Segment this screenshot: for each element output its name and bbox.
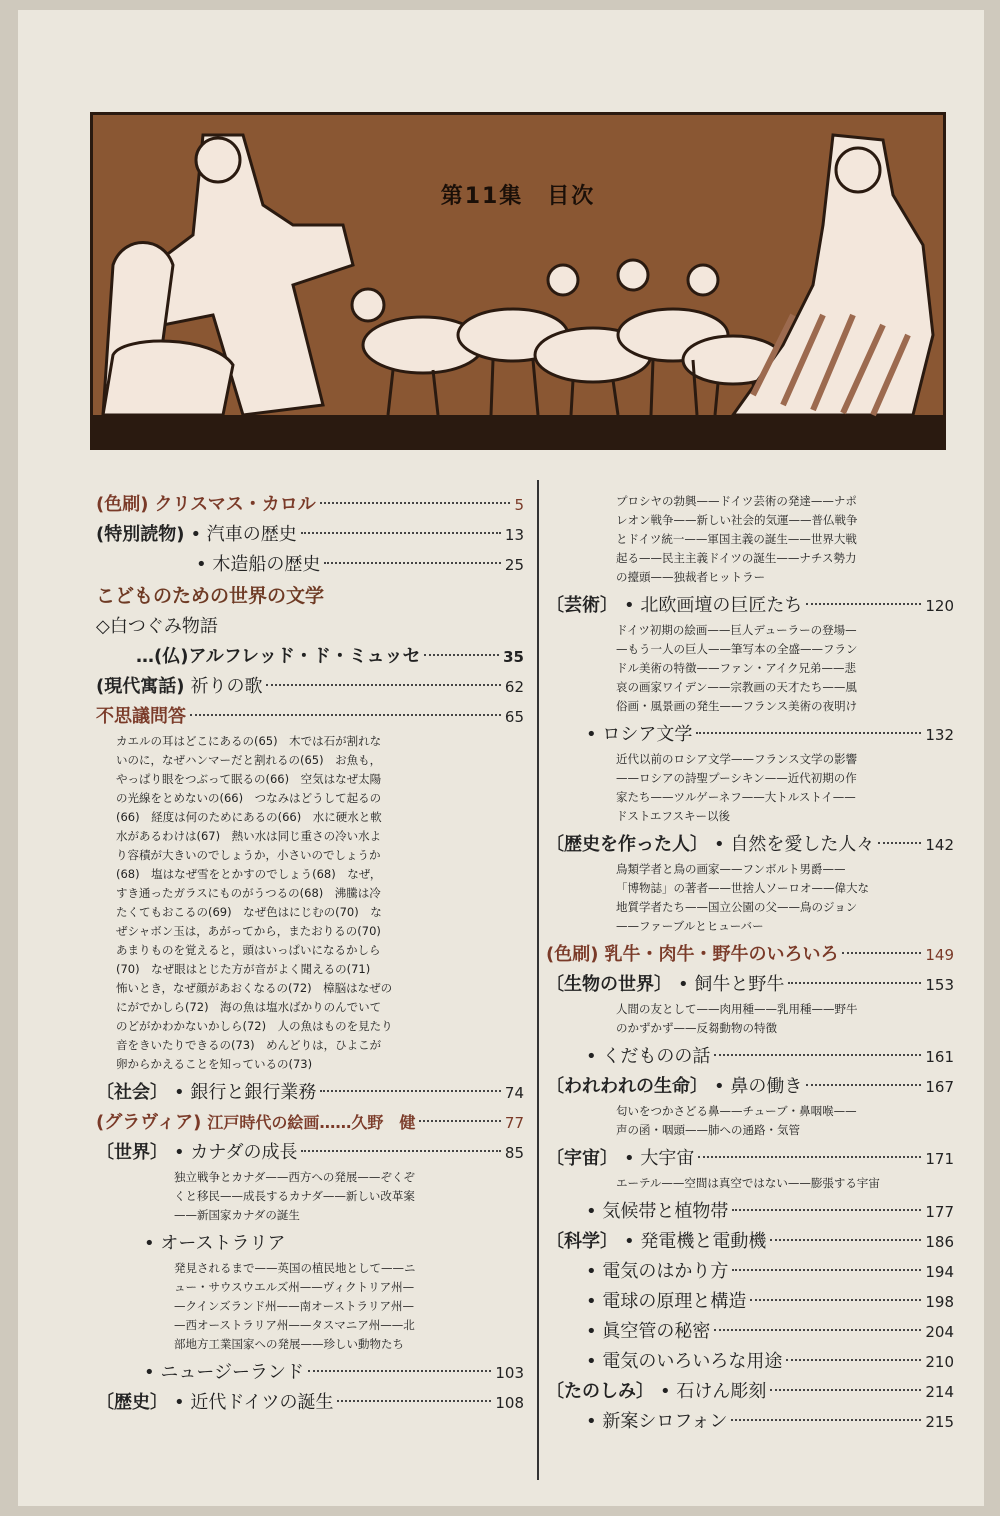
sublist-line: ——新国家カナダの誕生 — [174, 1208, 300, 1222]
toc-title: • 発電機と電動機 — [624, 1231, 767, 1252]
leader-dots — [878, 842, 921, 844]
toc-page: 149 — [925, 946, 954, 964]
sublist-line: ドストエフスキー以後 — [616, 809, 730, 823]
section-heading: こどものための世界の文学 — [96, 585, 325, 607]
sublist-line: やっぱり眼をつぶって眠るの(66) 空気はなぜ太陽 — [116, 772, 382, 786]
leader-dots — [324, 562, 501, 564]
toc-entry[interactable]: • オーストラリア — [144, 1233, 286, 1254]
leader-dots — [714, 1054, 921, 1056]
toc-title: • くだものの話 — [586, 1046, 711, 1067]
toc-page: 132 — [925, 726, 954, 744]
toc-tag: 〔科学〕 — [546, 1231, 618, 1252]
toc-sublist — [546, 750, 954, 826]
sublist-line: の擡頭——独裁者ヒットラー — [616, 570, 766, 584]
toc-page: 215 — [925, 1413, 954, 1431]
toc-tag: 〔歴史を作った人〕 — [546, 834, 708, 855]
leader-dots — [806, 603, 921, 605]
toc-entry[interactable] — [96, 1078, 524, 1108]
toc-entry[interactable] — [546, 1227, 954, 1257]
toc-tag: (現代寓話) — [96, 676, 185, 697]
sublist-line: プロシヤの勃興——ドイツ芸術の発達——ナポ — [616, 494, 857, 508]
sublist-line: すき通ったガラスにものがうつるの(68) 沸騰は冷 — [116, 886, 381, 900]
toc-sublist — [546, 860, 954, 936]
toc-tag: 〔たのしみ〕 — [546, 1381, 654, 1402]
leader-dots — [770, 1389, 921, 1391]
toc-entry[interactable] — [546, 720, 954, 750]
leader-dots — [731, 1419, 921, 1421]
sublist-line: カエルの耳はどこにあるの(65) 木では石が割れな — [116, 734, 382, 748]
sublist-line: ドル美術の特徴——ファン・アイク兄弟——悲 — [616, 661, 857, 675]
leader-dots — [696, 732, 921, 734]
toc-sublist — [546, 1174, 954, 1193]
toc-page: 142 — [925, 836, 954, 854]
toc-sublist — [546, 492, 954, 587]
sublist-line: り容積が大きいのでしょうか，小さいのでしょうか — [116, 848, 381, 862]
toc-title: • 汽車の歴史 — [190, 524, 297, 545]
toc-page: 85 — [504, 1144, 524, 1162]
sublist-line: 水があるわけは(67) 熱い水は同じ重さの冷い水よ — [116, 829, 382, 843]
toc-title: クリスマス・カロル — [154, 494, 316, 515]
sublist-line: 卵からかえることを知っているの(73) — [116, 1057, 313, 1071]
sublist-line: の光線をとめないの(66) つなみはどうして起るの — [116, 791, 382, 805]
page-title: 第11集 目次 — [440, 184, 596, 209]
shepherd-illustration — [93, 115, 943, 447]
toc-title: • 木造船の歴史 — [196, 554, 321, 575]
sublist-line: たくてもおこるの(69) なぜ色はにじむの(70) な — [116, 905, 382, 919]
toc-page: 35 — [503, 648, 524, 666]
toc-title: • ロシア文学 — [586, 724, 693, 745]
toc-tag: 〔歴史〕 — [96, 1392, 168, 1413]
toc-sublist — [96, 1168, 524, 1225]
toc-page: 210 — [925, 1353, 954, 1371]
toc-title: • 近代ドイツの誕生 — [174, 1392, 334, 1413]
toc-page: 103 — [495, 1364, 524, 1382]
toc-tag: (グラヴィア) — [96, 1112, 202, 1133]
toc-entry[interactable] — [546, 1347, 954, 1377]
leader-dots — [308, 1370, 491, 1372]
toc-page: 194 — [925, 1263, 954, 1281]
leader-dots — [190, 714, 501, 716]
toc-title: …(仏)アルフレッド・ド・ミュッセ — [136, 646, 421, 667]
sublist-line: のどがかわかないかしら(72) 人の魚はものを見たり — [116, 1019, 393, 1033]
leader-dots — [419, 1120, 501, 1122]
sublist-line: 鳥類学者と鳥の画家——フンボルト男爵—— — [616, 862, 846, 876]
toc-title: 不思議問答 — [96, 706, 186, 727]
sublist-line: のかずかず——反芻動物の特徴 — [616, 1021, 777, 1035]
toc-entry[interactable] — [546, 830, 954, 860]
toc-page: 74 — [504, 1084, 524, 1102]
toc-entry[interactable] — [546, 1257, 954, 1287]
leader-dots — [732, 1269, 921, 1271]
toc-sublist — [96, 1259, 524, 1354]
sublist-line: いのに，なぜハンマーだと割れるの(65) お魚も， — [116, 753, 382, 767]
sublist-line: 音をきいたりできるの(73) めんどりは，ひよこが — [116, 1038, 382, 1052]
leader-dots — [842, 952, 921, 954]
toc-sublist — [96, 732, 524, 1074]
leader-dots — [732, 1209, 921, 1211]
leader-dots — [266, 684, 500, 686]
leader-dots — [320, 1090, 501, 1092]
toc-page: 65 — [504, 708, 524, 726]
toc-title: 江戸時代の絵画……久野 健 — [207, 1113, 416, 1132]
toc-page: 5 — [514, 496, 524, 514]
toc-tag: 〔宇宙〕 — [546, 1148, 618, 1169]
sublist-line: 家たち——ツルゲーネフ——大トルストイ—— — [616, 790, 856, 804]
toc-sublist — [546, 1102, 954, 1140]
leader-dots — [301, 532, 501, 534]
toc-entry[interactable] — [546, 1197, 954, 1227]
toc-tag: 〔われわれの生命〕 — [546, 1076, 708, 1097]
sublist-line: くと移民——成長するカナダ——新しい改革案 — [174, 1189, 415, 1203]
sublist-line: —クインズランド州——南オーストラリア州— — [174, 1299, 415, 1313]
toc-entry[interactable] — [96, 1358, 524, 1388]
sublist-line: 声の函・咽頭——肺への通路・気管 — [616, 1123, 800, 1137]
leader-dots — [337, 1400, 491, 1402]
leader-dots — [806, 1084, 921, 1086]
toc-entry[interactable] — [96, 490, 524, 520]
sublist-line: 発見されるまで——英国の植民地として——ニ — [174, 1261, 416, 1275]
toc-entry[interactable] — [546, 1377, 954, 1407]
toc-tag: (色刷) — [96, 494, 149, 515]
toc-entry[interactable] — [96, 550, 524, 580]
sublist-line: 地質学者たち——国立公園の父——鳥のジョン — [616, 900, 858, 914]
leader-dots — [320, 502, 511, 504]
toc-title: • 石けん彫刻 — [660, 1381, 767, 1402]
toc-entry[interactable] — [96, 1388, 524, 1418]
toc-title: • ニュージーランド — [144, 1362, 304, 1383]
toc-sublist — [546, 1000, 954, 1038]
toc-tag: 〔社会〕 — [96, 1082, 168, 1103]
sublist-line: 哀の画家ワイデン——宗教画の天才たち——風 — [616, 680, 857, 694]
toc-title: • 気候帯と植物帯 — [586, 1201, 729, 1222]
toc-title: • 飼牛と野牛 — [678, 974, 785, 995]
toc-title: • 自然を愛した人々 — [714, 834, 875, 855]
sublist-line: にがでかしら(72) 海の魚は塩水ばかりのんでいて — [116, 1000, 382, 1014]
toc-title: • 鼻の働き — [714, 1076, 803, 1097]
toc-entry[interactable] — [96, 1138, 524, 1168]
toc-page: 177 — [925, 1203, 954, 1221]
sublist-line: (66) 経度は何のためにあるの(66) 水に硬水と軟 — [116, 810, 382, 824]
toc-title: • 新案シロフォン — [586, 1411, 728, 1432]
sublist-line: —もう一人の巨人——筆写本の全盛——フラン — [616, 642, 858, 656]
leader-dots — [301, 1150, 500, 1152]
toc-right-column — [546, 492, 954, 1437]
toc-page: 198 — [925, 1293, 954, 1311]
toc-title: • 銀行と銀行業務 — [174, 1082, 317, 1103]
sublist-line: (70) なぜ眼はとじた方が音がよく聞えるの(71) — [116, 962, 371, 976]
leader-dots — [770, 1239, 921, 1241]
toc-tag: (色刷) — [546, 944, 599, 965]
toc-tag: 〔世界〕 — [96, 1142, 168, 1163]
toc-entry[interactable]: ◇白つぐみ物語 — [96, 616, 218, 637]
toc-page: 62 — [504, 678, 524, 696]
sublist-line: ぜシャボン玉は，あがってから，またおりるの(70) — [116, 924, 381, 938]
sublist-line: 起る——民主主義ドイツの誕生——ナチス勢力 — [616, 551, 857, 565]
toc-entry[interactable] — [96, 642, 524, 672]
sublist-line: 部地方工業国家への発展——珍しい動物たち — [174, 1337, 404, 1351]
toc-entry[interactable] — [546, 1317, 954, 1347]
toc-entry[interactable] — [546, 1144, 954, 1174]
toc-entry[interactable] — [546, 591, 954, 621]
toc-title: 祈りの歌 — [190, 676, 263, 697]
sublist-line: 近代以前のロシア文学——フランス文学の影響 — [616, 752, 858, 766]
toc-left-column — [96, 490, 524, 1418]
toc-title: 乳牛・肉牛・野牛のいろいろ — [604, 944, 839, 965]
leader-dots — [698, 1156, 921, 1158]
toc-page: 171 — [925, 1150, 954, 1168]
toc-page: 13 — [504, 526, 524, 544]
sublist-line: ——ファーブルとヒューバー — [616, 919, 764, 933]
toc-tag: 〔芸術〕 — [546, 595, 618, 616]
toc-page: 186 — [925, 1233, 954, 1251]
toc-entry[interactable] — [546, 1407, 954, 1437]
toc-title: • 電球の原理と構造 — [586, 1291, 747, 1312]
toc-sublist — [546, 621, 954, 716]
toc-tag: 〔生物の世界〕 — [546, 974, 672, 995]
sublist-line: 俗画・風景画の発生——フランス美術の夜明け — [616, 699, 858, 713]
sublist-line: レオン戦争——新しい社会的気運——普仏戦争 — [616, 513, 858, 527]
toc-page: 167 — [925, 1078, 954, 1096]
toc-page: 204 — [925, 1323, 954, 1341]
sublist-line: 匂いをつかさどる鼻——チューブ・鼻咽喉—— — [616, 1104, 857, 1118]
toc-entry[interactable] — [96, 702, 524, 732]
leader-dots — [788, 982, 921, 984]
sublist-line: (68) 塩はなぜ雪をとかすのでしょう(68) なぜ， — [116, 867, 382, 881]
toc-entry[interactable] — [546, 940, 954, 970]
toc-entry[interactable] — [96, 1108, 524, 1138]
sublist-line: 人間の友として——肉用種——乳用種——野牛 — [616, 1002, 858, 1016]
toc-page: 25 — [504, 556, 524, 574]
toc-title: • 北欧画壇の巨匠たち — [624, 595, 803, 616]
toc-entry[interactable] — [546, 1287, 954, 1317]
toc-page: 120 — [925, 597, 954, 615]
leader-dots — [714, 1329, 921, 1331]
toc-page: 214 — [925, 1383, 954, 1401]
toc-title: • 大宇宙 — [624, 1148, 695, 1169]
toc-page: 77 — [504, 1114, 524, 1132]
sublist-line: あまりものを覚えると，頭はいっぱいになるかしら — [116, 943, 381, 957]
toc-title: • 眞空管の秘密 — [586, 1321, 711, 1342]
leader-dots — [786, 1359, 921, 1361]
toc-title: • カナダの成長 — [174, 1142, 298, 1163]
toc-tag: (特別読物) — [96, 524, 185, 545]
toc-page: 108 — [495, 1394, 524, 1412]
sublist-line: —西オーストラリア州——タスマニア州——北 — [174, 1318, 415, 1332]
toc-page: 161 — [925, 1048, 954, 1066]
toc-entry[interactable] — [96, 520, 524, 550]
sublist-line: ュー・サウスウエルズ州——ヴィクトリア州— — [174, 1280, 415, 1294]
sublist-line: とドイツ統一——軍国主義の誕生——世界大戦 — [616, 532, 857, 546]
sublist-line: エーテル——空間は真空ではない——膨張する宇宙 — [616, 1176, 880, 1190]
toc-entry[interactable] — [546, 1072, 954, 1102]
sublist-line: ドイツ初期の絵画——巨人デューラーの登場— — [616, 623, 857, 637]
sublist-line: 「博物誌」の著者——世捨人ソーロオ——偉大な — [616, 881, 869, 895]
toc-title: • 電気のいろいろな用途 — [586, 1351, 783, 1372]
toc-entry[interactable] — [96, 672, 524, 702]
sublist-line: ——ロシアの詩聖プーシキン——近代初期の作 — [616, 771, 857, 785]
toc-title: • 電気のはかり方 — [586, 1261, 729, 1282]
sublist-line: 独立戦争とカナダ——西方への発展——ぞくぞ — [174, 1170, 415, 1184]
leader-dots — [750, 1299, 921, 1301]
toc-entry[interactable] — [546, 970, 954, 1000]
toc-page: 153 — [925, 976, 954, 994]
column-divider — [537, 480, 539, 1480]
toc-entry[interactable] — [546, 1042, 954, 1072]
sublist-line: 怖いとき，なぜ顔があおくなるの(72) 樟脳はなぜの — [116, 981, 393, 995]
header-illustration — [90, 112, 946, 450]
leader-dots — [424, 654, 499, 656]
